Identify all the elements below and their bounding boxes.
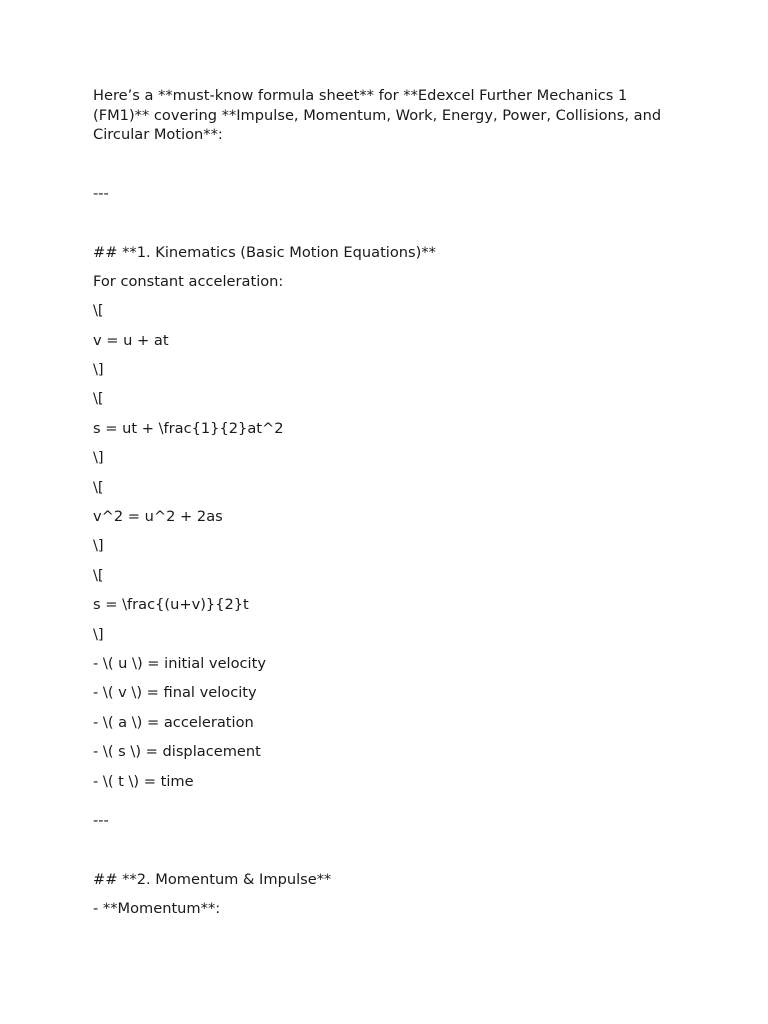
variable-definition: - \( t \) = time — [93, 772, 194, 790]
formula-line: v^2 = u^2 + 2as — [93, 508, 223, 526]
separator-1 — [93, 145, 673, 204]
formula-line: s = \frac{(u+v)}{2}t — [93, 596, 249, 614]
variable-definition: - \( a \) = acceleration — [93, 713, 254, 731]
separator-text: --- — [93, 184, 109, 202]
document-page — [93, 86, 673, 928]
section1-heading: ## **1. Kinematics (Basic Motion Equations)** — [93, 243, 436, 261]
variable-definition: - \( v \) = final velocity — [93, 684, 257, 702]
formula-line: \[ — [93, 478, 104, 496]
bullet-line: - **Momentum**: — [93, 899, 221, 917]
formula-line: \] — [93, 537, 104, 555]
formula-line: \] — [93, 625, 104, 643]
variable-definition: - \( u \) = initial velocity — [93, 654, 266, 672]
separator-text: --- — [93, 811, 109, 829]
formula-line: s = ut + \frac{1}{2}at^2 — [93, 419, 284, 437]
intro-paragraph: Here’s a **must-know formula sheet** for **Edexcel Further Mechanics 1 (FM1)** covering **Impulse, Momentum, Work, Energy, Power, Collisions, and Circular Motion**: — [93, 87, 662, 143]
formula-line: \[ — [93, 390, 104, 408]
section1-lead: For constant acceleration: — [93, 272, 284, 290]
formula-line: \[ — [93, 566, 104, 584]
formula-line: \[ — [93, 302, 104, 320]
separator-2 — [93, 801, 673, 831]
formula-line: v = u + at — [93, 331, 169, 349]
formula-line: \] — [93, 361, 104, 379]
formula-line: \] — [93, 449, 104, 467]
section2-heading: ## **2. Momentum & Impulse** — [93, 870, 332, 888]
variable-definition: - \( s \) = displacement — [93, 743, 261, 761]
